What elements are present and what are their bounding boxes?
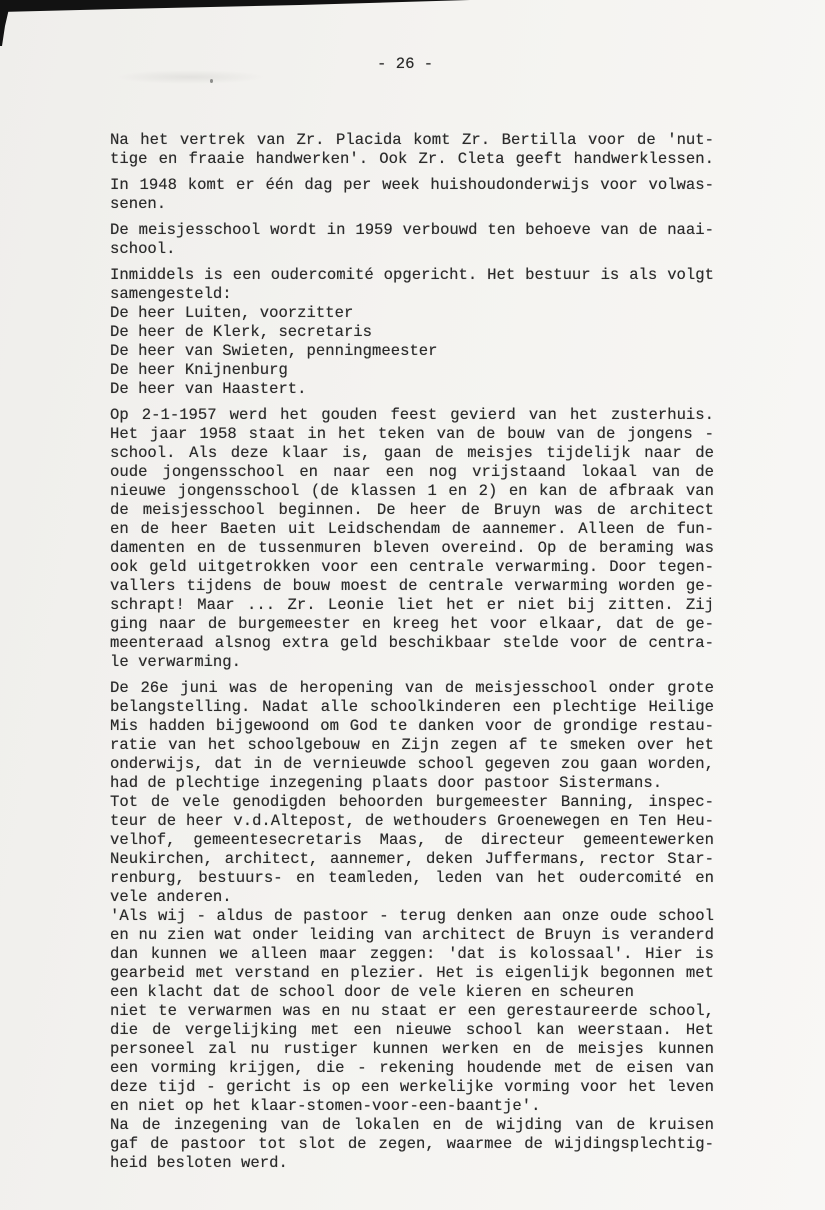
text-line: Na de inzegening van de lokalen en de wijding van de kruisen — [110, 1116, 714, 1134]
text-line: teur de heer v.d.Altepost, de wethouders Groenewegen en Ten Heu- — [110, 812, 714, 830]
text-line: had de plechtige inzegening plaats door pastoor Sistermans. — [110, 774, 663, 792]
text-line: ratie van het schoolgebouw en Zijn zegen af te smeken over het — [110, 736, 714, 754]
scan-edge-artifact — [0, 0, 480, 50]
text-line: De heer Luiten, voorzitter — [110, 304, 354, 322]
text-line: een vorming krijgen, die - rekening houdende met de eisen van — [110, 1059, 714, 1077]
text-line: en nu zien wat onder leiding van architect de Bruyn is veranderd — [110, 926, 714, 944]
text-line: deze tijd - gericht is op een werkelijke vorming voor het leven — [110, 1078, 714, 1096]
text-line: damenten en de tussenmuren bleven overeind. Op de beraming was — [110, 539, 714, 557]
text-line: De heer de Klerk, secretaris — [110, 323, 373, 341]
paragraph-6 — [110, 679, 714, 1173]
text-line: De heer van Swieten, penningmeester — [110, 342, 438, 360]
text-line: 'Als wij - aldus de pastoor - terug denken aan onze oude school — [110, 907, 714, 925]
text-line: velhof, gemeentesecretaris Maas, de directeur gemeentewerken — [110, 831, 714, 849]
text-line: Neukirchen, architect, aannemer, deken Juffermans, rector Star- — [110, 850, 714, 868]
text-line: ging naar de burgemeester en kreeg het voor elkaar, dat de ge- — [110, 615, 714, 633]
text-line: school. Als deze klaar is, gaan de meisjes tijdelijk naar de — [110, 444, 714, 462]
text-line: de meisjesschool beginnen. De heer de Bruyn was de architect — [110, 501, 714, 519]
document-body — [110, 131, 714, 1173]
paragraph-1 — [110, 131, 714, 169]
text-line: onderwijs, dat in de vernieuwde school gegeven zou gaan worden, — [110, 755, 714, 773]
text-line: senen. — [110, 195, 167, 213]
text-line: De 26e juni was de heropening van de meisjesschool onder grote — [110, 679, 714, 697]
text-line: De meisjesschool wordt in 1959 verbouwd ten behoeve van de naai- — [110, 221, 714, 239]
text-line: Tot de vele genodigden behoorden burgemeester Banning, inspec- — [110, 793, 714, 811]
page-number: - 26 - — [377, 55, 434, 73]
paragraph-5 — [110, 406, 714, 672]
text-line: In 1948 komt er één dag per week huishoudonderwijs voor volwas- — [110, 176, 714, 194]
text-line: le verwarming. — [110, 653, 242, 671]
scan-smudge-artifact — [115, 70, 265, 84]
text-line: die de vergelijking met een nieuwe school kan weerstaan. Het — [110, 1021, 714, 1039]
text-line: meenteraad alsnog extra geld beschikbaar stelde voor de centra- — [110, 634, 714, 652]
text-line: en niet op het klaar-stomen-voor-een-baantje'. — [110, 1097, 541, 1115]
paragraph-4 — [110, 266, 714, 399]
ink-speck-artifact — [210, 79, 213, 83]
paragraph-2 — [110, 176, 714, 214]
text-line: belangstelling. Nadat alle schoolkinderen een plechtige Heilige — [110, 698, 714, 716]
text-line: tige en fraaie handwerken'. Ook Zr. Cleta geeft handwerklessen. — [110, 150, 714, 168]
text-line: niet te verwarmen was en nu staat er een gerestaureerde school, — [110, 1002, 714, 1020]
text-line: dan kunnen we alleen maar zeggen: 'dat is kolossaal'. Hier is — [110, 945, 714, 963]
text-line: Na het vertrek van Zr. Placida komt Zr. Bertilla voor de 'nut- — [110, 131, 714, 149]
text-line: samengesteld: — [110, 285, 232, 303]
text-line: een klacht dat de school door de vele kieren en scheuren — [110, 983, 635, 1001]
text-line: Inmiddels is een oudercomité opgericht. Het bestuur is als volgt — [110, 266, 714, 284]
text-line: De heer Knijnenburg — [110, 361, 288, 379]
text-line: Mis hadden bijgewoond om God te danken voor de grondige restau- — [110, 717, 714, 735]
text-line: school. — [110, 240, 176, 258]
text-line: Op 2-1-1957 werd het gouden feest gevierd van het zusterhuis. — [110, 406, 714, 424]
text-line: renburg, bestuurs- en teamleden, leden van het oudercomité en — [110, 869, 714, 887]
text-line: gearbeid met verstand en plezier. Het is eigenlijk begonnen met — [110, 964, 714, 982]
text-line: vallers tijdens de bouw moest de centrale verwarming worden ge- — [110, 577, 714, 595]
text-line: schrapt! Maar ... Zr. Leonie liet het er niet bij zitten. Zij — [110, 596, 714, 614]
text-line: Het jaar 1958 staat in het teken van de bouw van de jongens - — [110, 425, 714, 443]
text-line: De heer van Haastert. — [110, 380, 307, 398]
text-line: personeel zal nu rustiger kunnen werken en de meisjes kunnen — [110, 1040, 714, 1058]
text-line: nieuwe jongensschool (de klassen 1 en 2) en kan de afbraak van — [110, 482, 714, 500]
text-line: en de heer Baeten uit Leidschendam de aannemer. Alleen de fun- — [110, 520, 714, 538]
text-line: ook geld uitgetrokken voor een centrale verwarming. Door tegen- — [110, 558, 714, 576]
paragraph-3 — [110, 221, 714, 259]
text-line: gaf de pastoor tot slot de zegen, waarmee de wijdingsplechtig- — [110, 1135, 714, 1153]
text-line: heid besloten werd. — [110, 1154, 288, 1172]
text-line: oude jongensschool en naar een nog vrijstaand lokaal van de — [110, 463, 714, 481]
text-line: vele anderen. — [110, 888, 232, 906]
